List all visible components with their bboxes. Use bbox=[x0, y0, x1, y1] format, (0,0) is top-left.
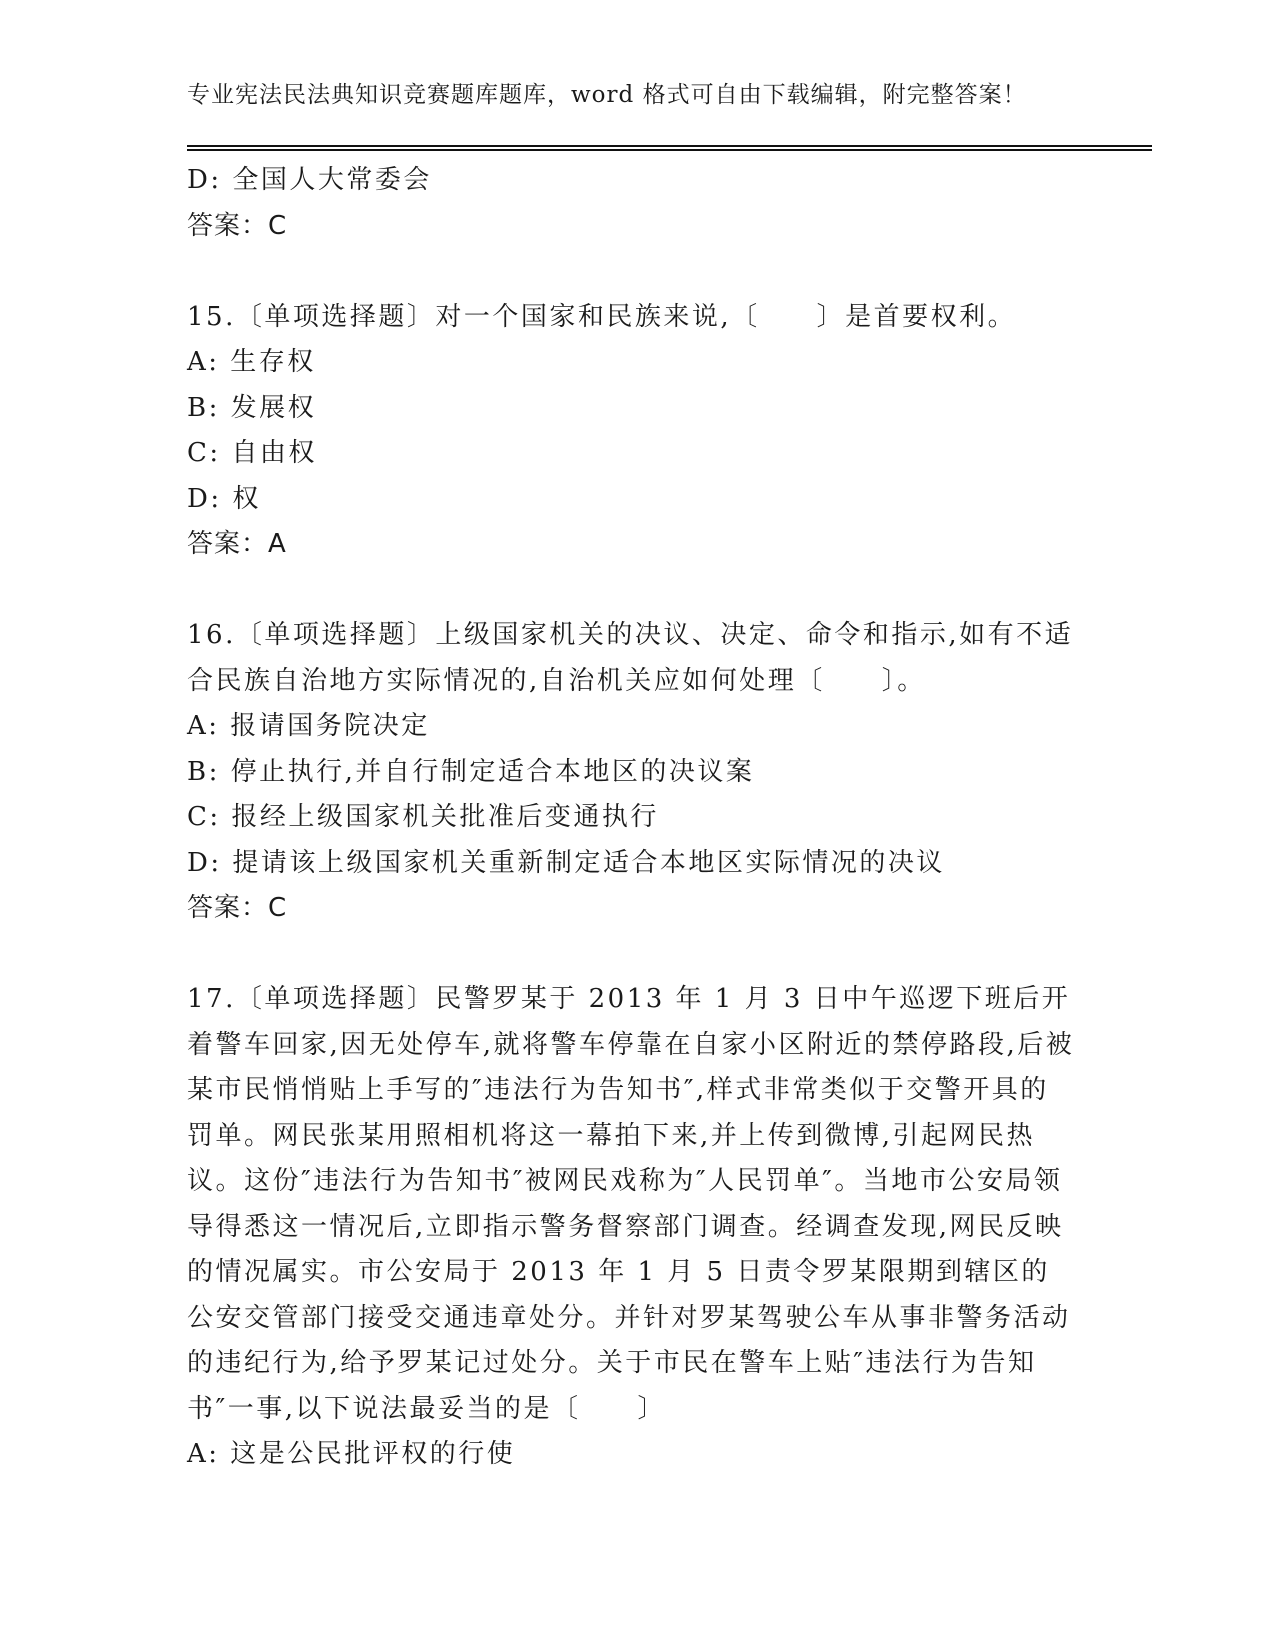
option-d: D: 全国人大常委会 bbox=[187, 165, 432, 195]
option-d: D: 权 bbox=[187, 483, 261, 514]
answer-line: 答案：A bbox=[187, 529, 287, 559]
question-stem: 17.〔单项选择题〕民警罗某于 2013 年 1 月 3 日中午巡逻下班后开着警车回家,因无处停车,就将警车停靠在自家小区附近的禁停路段,后被某市民悄悄贴上手写的″违法行为告知书″,样式非常类似于交警开具的罚单。网民张某用照相机将这一幕拍下来,并上传到微博,引起网民热议。这份″违法行为告知书″被网民戏称为″人民罚单″。当地市公安局领导得悉这一情况后,立即指示警务督察部门调查。经调查发现,网民反映的情况属实。市公安局于 2013 年 1 月 5 日责令罗某限期到辖区的公安交管部门接受交通违章处分。并针对罗某驾驶公车从事非警务活动的违纪行为,给予罗某记过处分。关于市民在警车上贴″违法行为告知书″一事,以下说法最妥当的是〔 〕 bbox=[187, 984, 1075, 1424]
option-c: C: 自由权 bbox=[187, 438, 317, 468]
question-stem: 15.〔单项选择题〕对一个国家和民族来说,〔 〕是首要权利。 bbox=[187, 301, 1017, 332]
option-b: B: 发展权 bbox=[187, 392, 317, 423]
question-stem: 16.〔单项选择题〕上级国家机关的决议、决定、命令和指示,如有不适合民族自治地方实际情况的,自治机关应如何处理〔 〕。 bbox=[187, 620, 1074, 696]
answer-line: 答案：C bbox=[187, 893, 288, 923]
answer-line: 答案：C bbox=[187, 210, 288, 241]
option-b: B: 停止执行,并自行制定适合本地区的决议案 bbox=[187, 756, 755, 787]
spacer bbox=[187, 249, 1077, 295]
page-header: 专业宪法民法典知识竞赛题库题库，word 格式可自由下载编辑，附完整答案！ bbox=[187, 82, 1027, 108]
question-content bbox=[187, 158, 1077, 1478]
option-c: C: 报经上级国家机关批准后变通执行 bbox=[187, 802, 659, 832]
spacer bbox=[187, 932, 1077, 978]
option-a: A: 生存权 bbox=[187, 347, 316, 377]
option-a: A: 报请国务院决定 bbox=[187, 711, 430, 741]
header-divider bbox=[187, 145, 1152, 151]
option-d: D: 提请该上级国家机关重新制定适合本地区实际情况的决议 bbox=[187, 847, 945, 878]
option-a: A: 这是公民批评权的行使 bbox=[187, 1439, 516, 1469]
spacer bbox=[187, 568, 1077, 614]
